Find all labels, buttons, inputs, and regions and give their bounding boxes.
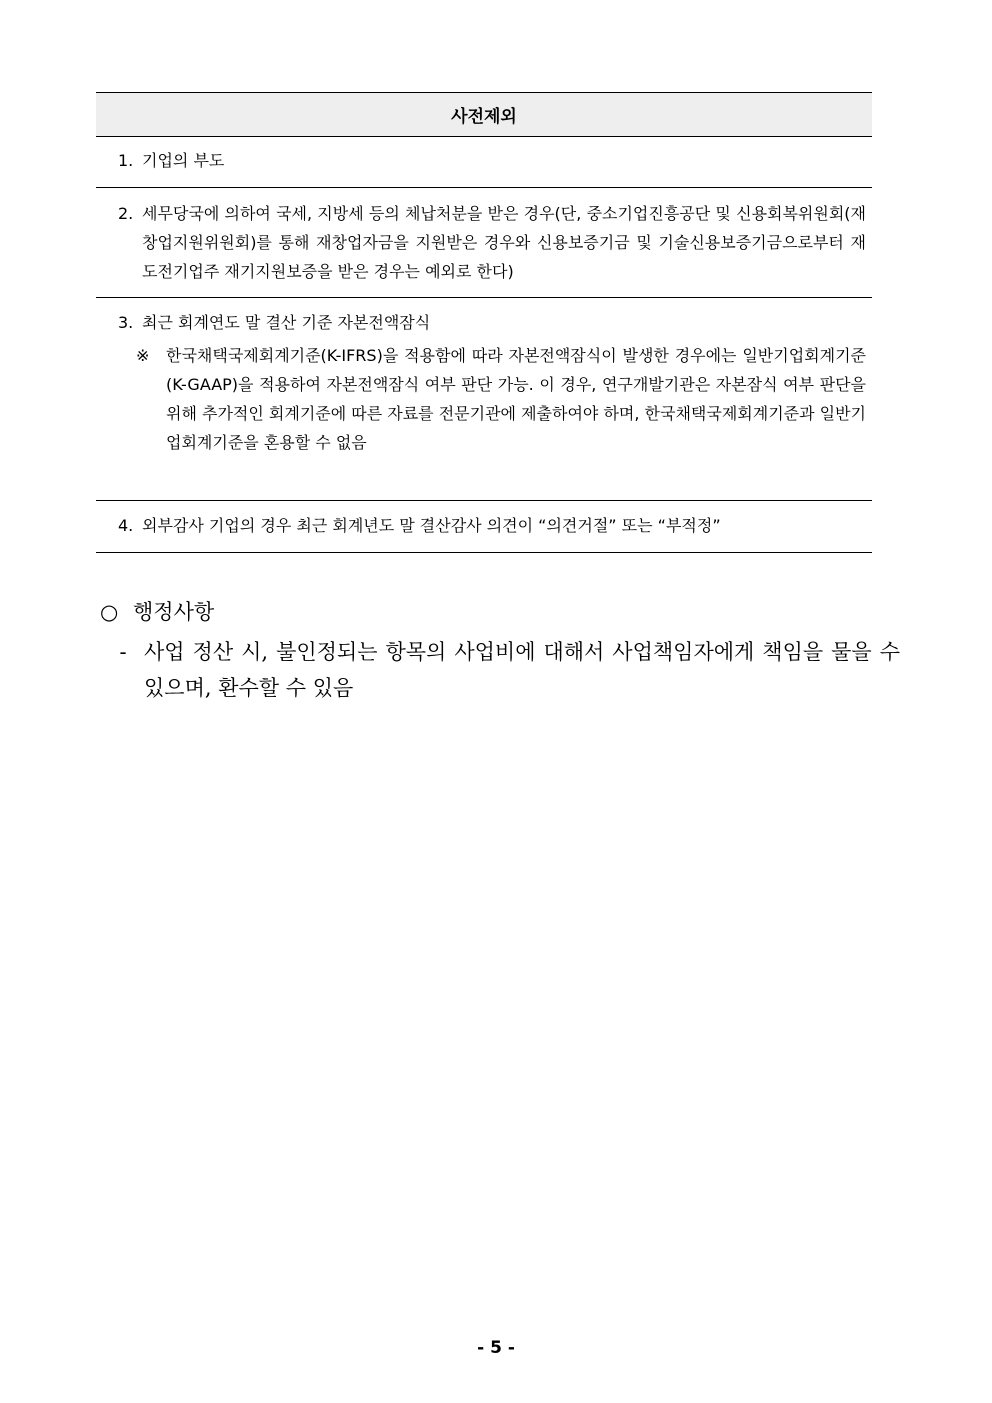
exclusion-table bbox=[96, 92, 872, 553]
item-number: 1. bbox=[118, 151, 134, 170]
table-row bbox=[96, 298, 872, 501]
list-item bbox=[118, 511, 866, 540]
item-text: 최근 회계연도 말 결산 기준 자본전액잠식 bbox=[142, 313, 431, 332]
admin-section bbox=[100, 596, 900, 706]
list-item bbox=[118, 199, 866, 286]
table-row bbox=[96, 501, 872, 553]
section-heading bbox=[100, 596, 900, 628]
list-item bbox=[118, 308, 866, 337]
page-number: - 5 - bbox=[477, 1338, 515, 1358]
circle-bullet-icon: ○ bbox=[100, 600, 119, 624]
list-item bbox=[118, 146, 866, 175]
note bbox=[118, 341, 866, 457]
table-header: 사전제외 bbox=[96, 93, 872, 137]
table-row bbox=[96, 188, 872, 298]
table-row bbox=[96, 137, 872, 188]
section-item bbox=[100, 634, 900, 706]
item-text: 외부감사 기업의 경우 최근 회계년도 말 결산감사 의견이 “의견거절” 또는 “부적정” bbox=[142, 516, 721, 535]
item-number: 2. bbox=[118, 204, 134, 223]
dash-bullet: - bbox=[119, 640, 127, 664]
section-item-text: 사업 정산 시, 불인정되는 항목의 사업비에 대해서 사업책임자에게 책임을 물을 수 있으며, 환수할 수 있음 bbox=[144, 640, 900, 700]
item-text: 기업의 부도 bbox=[142, 151, 225, 170]
reference-mark: ※ bbox=[136, 346, 150, 365]
item-number: 3. bbox=[118, 313, 134, 332]
section-title: 행정사항 bbox=[133, 600, 215, 624]
item-number: 4. bbox=[118, 516, 134, 535]
item-text: 세무당국에 의하여 국세, 지방세 등의 체납처분을 받은 경우(단, 중소기업진흥공단 및 신용회복위원회(재창업지원위원회)를 통해 재창업자금을 지원받은 경우와 신용보증기금 및 기술신용보증기금으로부터 재도전기업주 재기지원보증을 받은 경우는 예외로 한다) bbox=[142, 204, 866, 281]
note-text: 한국채택국제회계기준(K-IFRS)을 적용함에 따라 자본전액잠식이 발생한 경우에는 일반기업회계기준(K-GAAP)을 적용하여 자본전액잠식 여부 판단 가능. 이 경우, 연구개발기관은 자본잠식 여부 판단을 위해 추가적인 회계기준에 따른 자료를 전문기관에 제출하여야 하며, 한국채택국제회계기준과 일반기업회계기준을 혼용할 수 없음 bbox=[166, 346, 867, 452]
